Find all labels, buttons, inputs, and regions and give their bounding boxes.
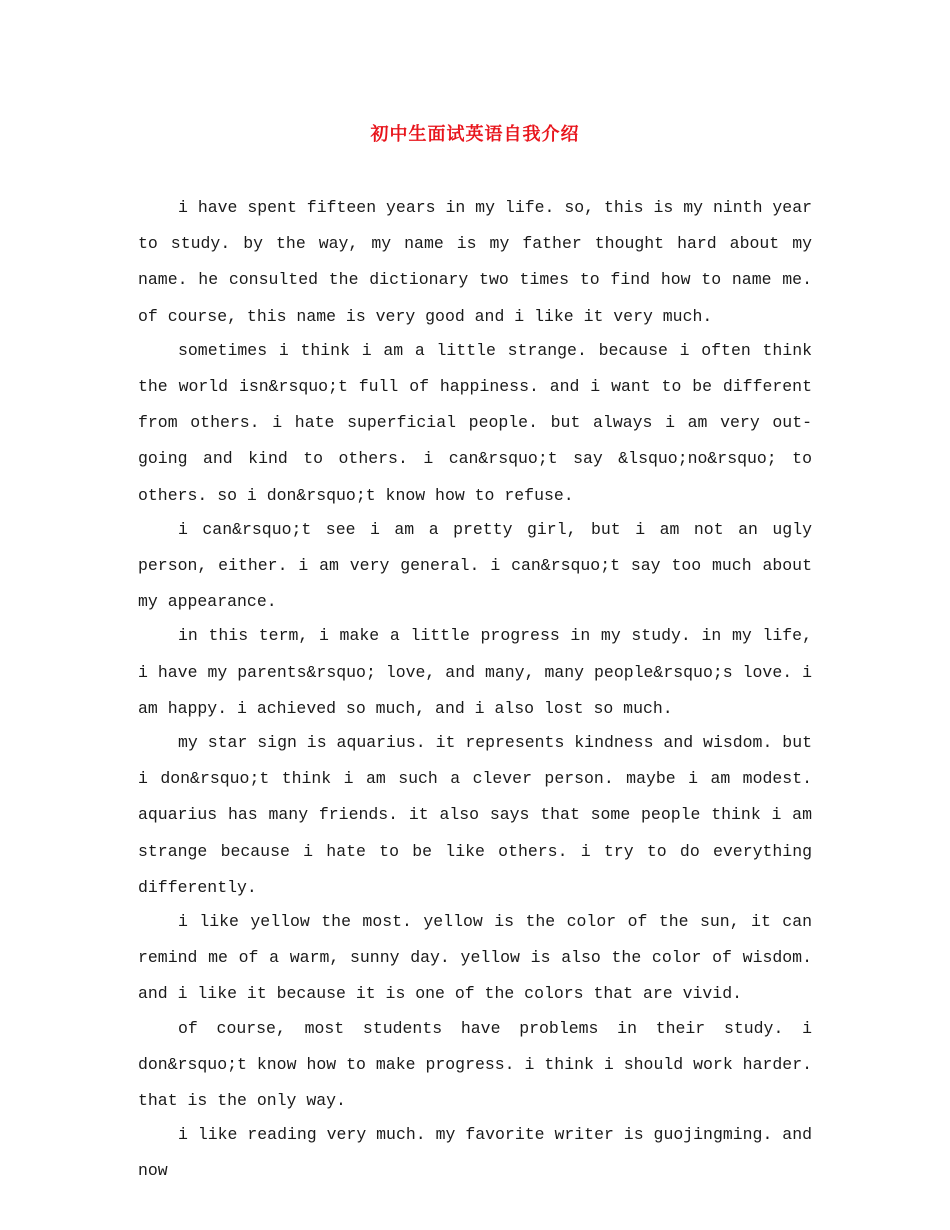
- paragraph-3: i can&rsquo;t see i am a pretty girl, but i am not an ugly person, either. i am very general. i can&rsquo;t say too much about my appearance.: [138, 519, 812, 612]
- paragraph-6: i like yellow the most. yellow is the color of the sun, it can remind me of a warm, sunny day. yellow is also the color of wisdom. and i like it because it is one of the colors that are vivid.: [138, 912, 812, 1004]
- paragraph-1: i have spent fifteen years in my life. so, this is my ninth year to study. by the way, my name is my father thought hard about my name. he consulted the dictionary two times to find how to name me. of course, this name is very good and i like it very much.: [138, 198, 812, 326]
- paragraph-2: sometimes i think i am a little strange. because i often think the world isn&rsquo;t full of happiness. and i want to be different from others. i hate superficial people. but always i am very out-going and kind to others. i can&rsquo;t say &lsquo;no&rsquo; to others. so i don&rsquo;t know how to refuse.: [138, 340, 812, 505]
- paragraph-7: of course, most students have problems in their study. i don&rsquo;t know how to make progress. i think i should work harder. that is the only way.: [138, 1018, 812, 1111]
- paragraph-5: my star sign is aquarius. it represents kindness and wisdom. but i don&rsquo;t think i am such a clever person. maybe i am modest. aquarius has many friends. it also says that some people think i am strange because i hate to be like others. i try to do everything differently.: [138, 733, 812, 897]
- document-title: 初中生面试英语自我介绍: [370, 124, 580, 145]
- paragraph-8: i like reading very much. my favorite writer is guojingming. and now: [138, 1125, 812, 1181]
- paragraph-4: in this term, i make a little progress in my study. in my life, i have my parents&rsquo; love, and many, many people&rsquo;s love. i am happy. i achieved so much, and i also lost so much.: [138, 626, 812, 718]
- document-body: [138, 190, 812, 1188]
